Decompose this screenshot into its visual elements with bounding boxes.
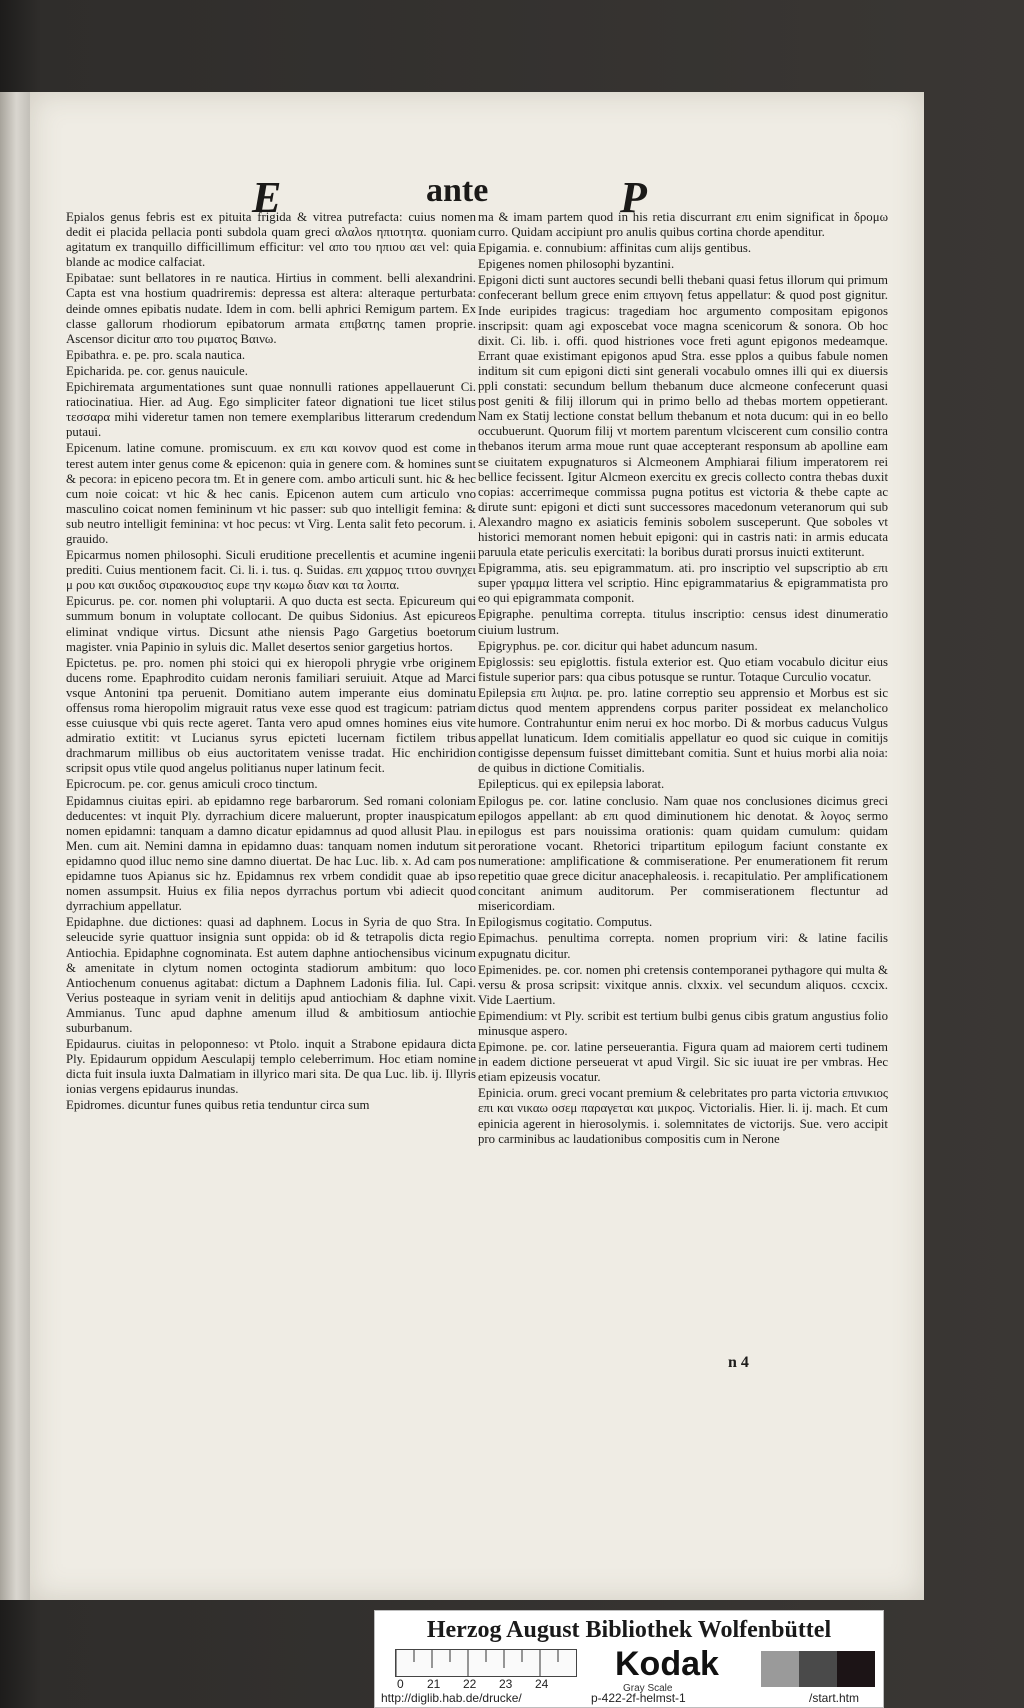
dictionary-entry: Epilogus pe. cor. latine conclusio. Nam quae nos conclusiones dicimus greci epilogos appellant: ab επι quod diminutionem hic denotat. & λογος sermo epilogus est pars nouissima orationis: quam quidam cumulum: quidam peroratione vocant. Rhetorici tripartitum epilogum faciunt constante ex numeratione: amplificatione & commiseratione. Per enumerationem fit rerum repetitio quae grece dicitur anacephaleosis. i. recapitulatio. Per amplificationem concitant animum auditorum. Per commiserationem flectuntur ad misericordiam. [478, 793, 888, 914]
ruler-number: 21 [427, 1677, 441, 1691]
kodak-logo: Kodak [615, 1645, 719, 1683]
dictionary-entry: Epiglossis: seu epiglottis. fistula exterior est. Quo etiam vocabulo dicitur eius fistule superior pars: qua cibus potusque se runtur. Totaque Curculio vocatur. [478, 654, 888, 684]
library-name: Herzog August Bibliothek Wolfenbüttel [426, 1617, 832, 1643]
dictionary-entry: Epimenides. pe. cor. nomen phi cretensis contemporanei pythagore qui multa & versu & prosa scripsit: vixitque annis. clxxix. vel secundum aliquos. ccxcix. Vide Laertium. [478, 962, 888, 1007]
dictionary-entry: Epichiremata argumentationes sunt quae nonnulli rationes appellauerunt Ci. ratiocinatiua. Hier. ad Aug. Ego simpliciter fateor dignationi tue licet stilus τεσσαρα mihi videretur tamen non temere exemplaribus litterarum credendum putaui. [66, 380, 476, 440]
book-page [30, 92, 924, 1600]
url-strip [375, 1693, 883, 1707]
calibration-card [374, 1610, 884, 1708]
dictionary-entry: Epilogismus cogitatio. Computus. [478, 915, 653, 930]
ruler-number: 0 [397, 1677, 404, 1691]
dictionary-entry: Epicenum. latine comune. promiscuum. ex επι και κοινον quod est come in terest autem inter genus come & epicenon: quia in genere com. & homines sunt & pecora: in epiceno pecora tm. Et in genere com. ambo articuli sunt. hic & hec cum noie coicat: vt hic & hec canis. Epicenon autem cum articulo vno masculino coicat nomen femininum vt hic passer: sub quo intelligit femina: & sub neutro intelligit feminina: vt hoc pecus: vt Virg. Lenta salit feto pecorum. i. grauido. [66, 441, 476, 546]
dictionary-entry: Epibathra. e. pe. pro. scala nautica. [66, 347, 246, 362]
dictionary-entry: Epigraphe. penultima correpta. titulus inscriptio: census idest dinumeratio ciuium lustrum. [478, 607, 888, 637]
dictionary-entry: Epigamia. e. connubium: affinitas cum alijs gentibus. [478, 241, 752, 256]
ruler-ticks [396, 1650, 576, 1676]
right-text-column [478, 210, 888, 1148]
url-start[interactable]: /start.htm [809, 1691, 860, 1705]
gray-swatch-light [761, 1651, 799, 1687]
url-id[interactable]: p-422-2f-helmst-1 [591, 1691, 686, 1705]
dictionary-entry: ma & imam partem quod in his retia discurrant επι enim significat in δρομω curro. Quidam accipiunt pro anulis quibus cortina chorde apenditur. [478, 210, 888, 240]
dictionary-entry: Epicurus. pe. cor. nomen phi voluptarii. A quo ducta est secta. Epicureum qui summum bonum in voluptate collocant. De quibus Sidonius. Ast epicureos eliminat vndique virtus. Dicsunt athe niensis Pago Gargetius boetorum magister. vnia Papinio in syluis dic. Mallet desertos senior gargetius hortos. [66, 594, 476, 654]
signature-mark: n 4 [728, 1354, 749, 1371]
left-page-edge [0, 92, 30, 1600]
dictionary-entry: Epicarmus nomen philosophi. Siculi eruditione precellentis et acumine ingenii prediti. Cuius mentionem facit. Ci. li. i. tus. q. Suidas. επι χαρμος τιτου συνηχει μ ρου και σικιδος σιρακουσιος ευρε την κωμω διαν και τα λοιπα. [66, 548, 476, 593]
dictionary-entry: Epidaurus. ciuitas in peloponneso: vt Ptolo. inquit a Strabone epidaura dicta Ply. Epidaurum oppidum Aesculapij templo celeberrimum. Hoc etiam nomine dicta fuit insula iuxta Dalmatiam in illyrico mari sita. De qua Luc. lib. ij. Illyris ionias vergens epidaurus inundas. [66, 1037, 476, 1097]
left-text-column [66, 210, 476, 1115]
dictionary-entry: Epibatae: sunt bellatores in re nautica. Hirtius in comment. belli alexandrini. Capta est vna hostium quadriremis: depressa est altera: alteraque perturbata: deinde omnes epibatis nudate. Idem in com. belli aphrici Remigum partem. Ex classe gallorum rhodiorum epibatorum armata επιβατης tamen proprie. Ascensor dicitur απο του ριματος Βαινω. [66, 271, 476, 346]
dictionary-entry: Epilepsia επι λιψια. pe. pro. latine correptio seu apprensio et Morbus est sic dictus quod mentem apprendens corpus pariter possideat ex melancholico humore. Contrahuntur enim nerui ex hoc morbo. Di & morbus caducus Vulgus appellat lunaticum. Idem comitialis appellatur eo quod sic cuique in comitijs contigisse depensum fuisset dimittebant comitia. Sunt et huius morbi alia noia: de quibus in dictione Comitialis. [478, 685, 888, 776]
dictionary-entry: Epidamnus ciuitas epiri. ab epidamno rege barbarorum. Sed romani coloniam deducentes: vt inquit Ply. dyrrachium dicere maluerunt, propter inauspicatum nomen epidamni: tanquam a damno dicatur epidamnus ad quod allusit Plau. in Men. cum ait. Nemini damna in epidamno duas: tanquam nomen indutum sit epidamno quod illuc nemo sine damno diuertat. De hac Luc. lib. x. Ad cam pos epidamne tuos Apianus sic hz. Epidamnus rex vrbem condidit quae ab ipso nomen assumpsit. Huius ex filia nepos dyrrachus portum vbi adiecit quod dyrrachium appellatur. [66, 793, 476, 914]
dictionary-entry: Epigoni dicti sunt auctores secundi belli thebani quasi fetus illorum qui primum confecerant bellum grece enim επιγονη fetus appellatur: & quod post gignitur. Inde euripides tragicus: tragediam hoc argumento compositam epigonos inscripsit: quam agi exposcebat voce magna scenicorum & sonora. Ob hoc dixit. Ci. lib. i. offi. quod histriones voce freti agunt epigonos medeamque. Errant quae existimant epigonos apud Stra. esse pplos a quibus fabule nomen inditum sit cum epigoni dicti sint generali vocabulo omnes illi qui ex diuersis ppli constati: secundum bellum thebanum duce alcmeone confecerunt quasi post geniti & filij illorum qui in primo bello ad thebas mortem oppetierant. Nam ex Statij lectione constat bellum thebanum et nota ducum: qui in eo bello occubuerunt. Quorum filij vt mortem parentum vlciscerent cum consilio contra thebanos iterum arma moue runt quae accepterant responsum ab apolline eam se ciuitatem expugnaturos si Alcmeonem Amphiarai filium imperatorem rei bellice fecissent. Igitur Alcmeon exercitu ex grecis collecto contra thebas duxit copias: accerrimeque commissa pugna potitus est victoria & thebe capte ac dirute sunt: epigoni et dicti sunt successores macedonum veteranorum qui sub Alexandro magno ex asiaticis feminis sobolem susceperunt. Que soboles vt historici memorant nomen hebuit epigoni: qui in castris nati: in armis educata paruula etate periculis exercitati: la boribus durati prorsus inuicti extiterunt. [478, 273, 888, 560]
dictionary-entry: Epigenes nomen philosophi byzantini. [478, 257, 675, 272]
dictionary-entry: Epimachus. penultima correpta. nomen proprium viri: & latine facilis expugnatu dicitur. [478, 931, 888, 961]
ruler-number: 22 [463, 1677, 477, 1691]
dictionary-entry: Epictetus. pe. pro. nomen phi stoici qui ex hieropoli phrygie vrbe originem ducens rome. Epaphrodito cuidam neronis familiari seruiuit. Atque ad Marci vsque Antonini tpa peruenit. Domitiano autem imperante eius dominatu offensus roma hieropolim migrauit ratus vexe esse quod est tragicum: patriam esse cuiusque vbi quis recte ageret. Tanta vero apud omnes homines eius vite admiratio extitit: vt Lucianus syrus epicteti lucernam fictilem tribus drachmarum millibus ob eius auctoritatem venisse tradat. Hic enchiridion scripsit opus vtile quod angelus politianus nuper latinum fecit. [66, 655, 476, 776]
ruler-number: 24 [535, 1677, 549, 1691]
gray-swatch-dark [799, 1651, 837, 1687]
dictionary-entry: Epilepticus. qui ex epilepsia laborat. [478, 777, 665, 792]
dictionary-entry: Epicrocum. pe. cor. genus amiculi croco tinctum. [66, 777, 318, 792]
dictionary-entry: Epimone. pe. cor. latine perseuerantia. Figura quam ad maiorem certi tudinem in eadem dictione perseuerat vt apud Virgil. Sic sic iuuat ire per vmbras. Hec etiam epizeusis vocatur. [478, 1040, 888, 1085]
header-right-letter: P [620, 173, 647, 222]
dictionary-entry: Epimendium: vt Ply. scribit est tertium bulbi genus cibis gratum angustius folio minusque aspero. [478, 1008, 888, 1038]
gray-swatch-black [837, 1651, 875, 1687]
gray-scale-label: Gray Scale [623, 1683, 673, 1694]
dictionary-entry: Epidaphne. due dictiones: quasi ad daphnem. Locus in Syria de quo Stra. In seleucide syrie quattuor insignia sunt oppida: ob id & tetrapolis dicta regio Antiochia. Epidaphne cognominata. Est autem daphne antiochensibus vicinum & amenitate in clytum nomen octoginta stadiorum ambitum: quo loco Antiochenum conuenus agitabat: dictum a Daphnem Ladonis filia. Iul. Capi. Verius posteaque in syriam venit in delitijs apud antiochiam & daphne vixit. Ammianus. Tunc apud daphne amenum illud & ambitiosum antiochie suburbanum. [66, 915, 476, 1035]
dictionary-entry: Epinicia. orum. greci vocant premium & celebritates pro parta victoria επινικιος επι και νικαω οσεμ παραγεται και μικρος. Victorialis. Hier. li. ij. mach. Et cum epinicia agerent in hierosolymis. i. solemnitates de victorijs. Sue. vero accipit pro carminibus ac laudationibus compositis cum in Nerone [478, 1086, 888, 1146]
ruler-number: 23 [499, 1677, 513, 1691]
dictionary-entry: Epigryphus. pe. cor. dicitur qui habet aduncum nasum. [478, 638, 758, 653]
dictionary-entry: Epigramma, atis. seu epigrammatum. ati. pro inscriptio vel supscriptio ab επι super γραμμα littera vel scriptio. Hinc epigrammatarius & epigrammatista pro eo qui epigrammata componit. [478, 561, 888, 606]
header-center-word: ante [426, 172, 489, 209]
dictionary-entry: Epialos genus febris est ex pituita frigida & vitrea putrefacta: cuius nomen dedit ei placida pellacia ponti subdola quam greci αλαλοs ηπιοτητα. quoniam agitatum ex tranquillo difficillimum efficitur: vel απο του ηπιου αει vel: quia blande ac modice calfaciat. [66, 210, 476, 270]
ruler-scale [395, 1649, 577, 1677]
dictionary-entry: Epicharida. pe. cor. genus nauicule. [66, 363, 248, 378]
header-left-letter: E [252, 173, 282, 222]
url-base[interactable]: http://diglib.hab.de/drucke/ [381, 1691, 522, 1705]
dictionary-entry: Epidromes. dicuntur funes quibus retia tenduntur circa sum [66, 1098, 370, 1113]
